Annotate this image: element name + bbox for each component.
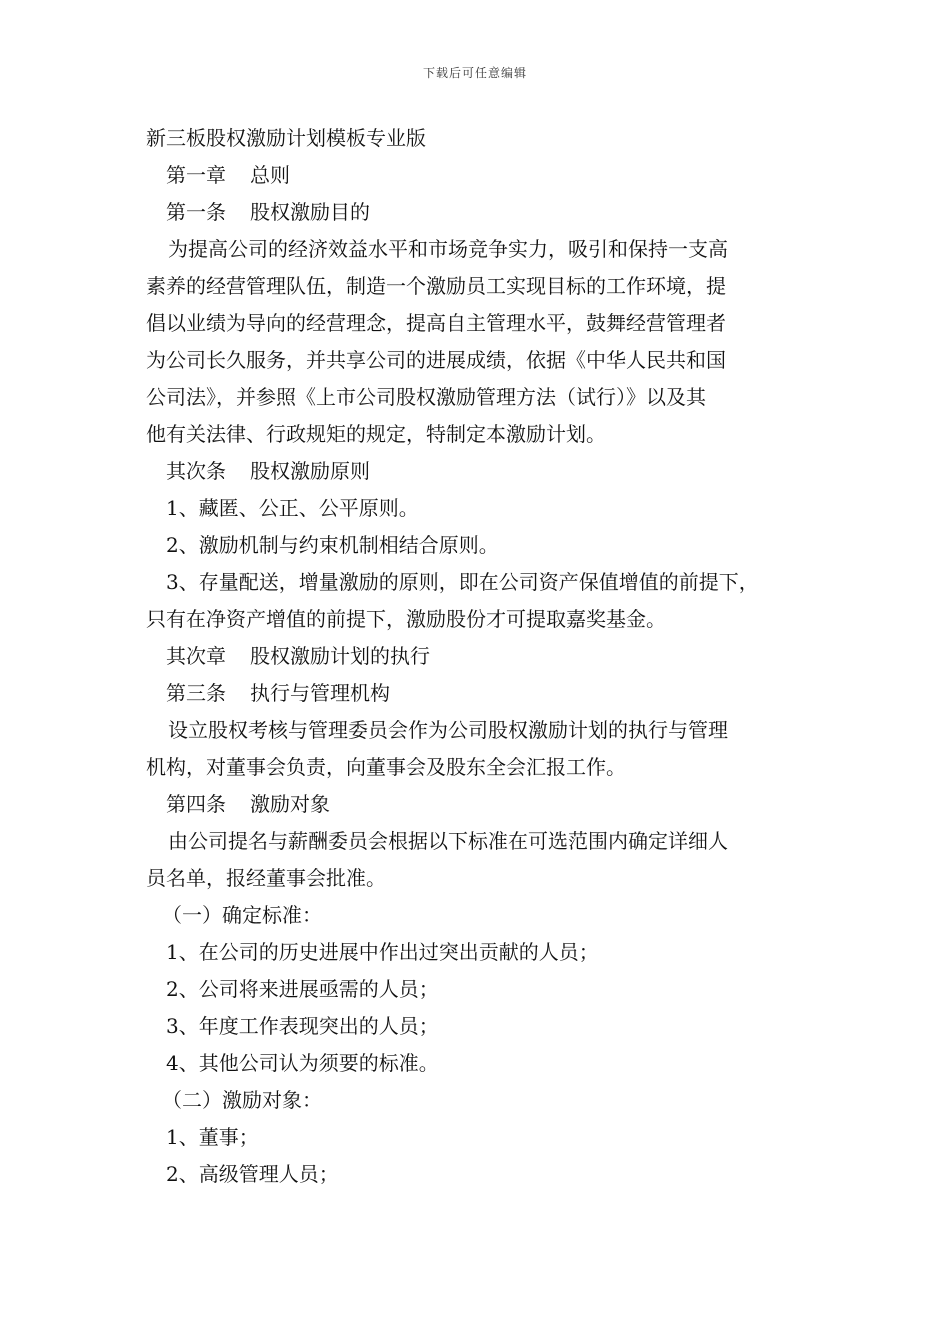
criteria-subheading: （一）确定标准： [162,903,322,927]
article-1-text-line: 为公司长久服务，并共享公司的进展成绩，依据《中华人民共和国 [146,348,726,372]
article-1-text-line: 他有关法律、行政规矩的规定，特制定本激励计划。 [146,422,606,446]
chapter-2-title: 股权激励计划的执行 [250,644,430,668]
criteria-item: 3、年度工作表现突出的人员； [166,1014,439,1038]
article-1-number: 第一条 [166,200,226,224]
criteria-item: 2、公司将来进展亟需的人员； [166,977,439,1001]
article-2-item: 3、存量配送，增量激励的原则，即在公司资产保值增值的前提下， [166,570,759,594]
article-4-text-line: 员名单，报经董事会批准。 [146,866,386,890]
article-4-number: 第四条 [166,792,226,816]
article-1-heading [146,194,826,231]
article-2-title: 股权激励原则 [250,459,370,483]
article-3-title: 执行与管理机构 [250,681,390,705]
article-4-heading [146,786,826,823]
article-1-text-line: 素养的经营管理队伍，制造一个激励员工实现目标的工作环境，提 [146,274,726,298]
article-3-heading [146,675,826,712]
document-title: 新三板股权激励计划模板专业版 [146,126,426,150]
article-4-title: 激励对象 [250,792,330,816]
targets-subheading: （二）激励对象： [162,1088,322,1112]
criteria-item: 1、在公司的历史进展中作出过突出贡献的人员； [166,940,599,964]
article-2-item-continuation: 只有在净资产增值的前提下，激励股份才可提取嘉奖基金。 [146,607,666,631]
chapter-1-title: 总则 [250,163,290,187]
article-1-text-line: 倡以业绩为导向的经营理念，提高自主管理水平，鼓舞经营管理者 [146,311,726,335]
article-1-text-line: 为提高公司的经济效益水平和市场竞争实力，吸引和保持一支高 [168,237,728,261]
page-header: 下载后可任意编辑 [422,66,527,80]
chapter-2-number: 其次章 [166,644,226,668]
chapter-2-heading [146,638,826,675]
article-1-text-line: 公司法》，并参照《上市公司股权激励管理方法（试行）》以及其 [146,385,706,409]
target-item: 1、董事； [166,1125,259,1149]
article-2-number: 其次条 [166,459,226,483]
chapter-1-number: 第一章 [166,163,226,187]
article-3-text-line: 设立股权考核与管理委员会作为公司股权激励计划的执行与管理 [168,718,728,742]
article-2-item: 2、激励机制与约束机制相结合原则。 [166,533,499,557]
article-3-text-line: 机构，对董事会负责，向董事会及股东全会汇报工作。 [146,755,626,779]
chapter-1-heading [146,157,826,194]
article-2-item: 1、藏匿、公正、公平原则。 [166,496,419,520]
criteria-item: 4、其他公司认为须要的标准。 [166,1051,439,1075]
article-3-number: 第三条 [166,681,226,705]
article-4-text-line: 由公司提名与薪酬委员会根据以下标准在可选范围内确定详细人 [168,829,728,853]
document-body [146,120,826,1193]
target-item: 2、高级管理人员； [166,1162,339,1186]
article-2-heading [146,453,826,490]
article-1-title: 股权激励目的 [250,200,370,224]
